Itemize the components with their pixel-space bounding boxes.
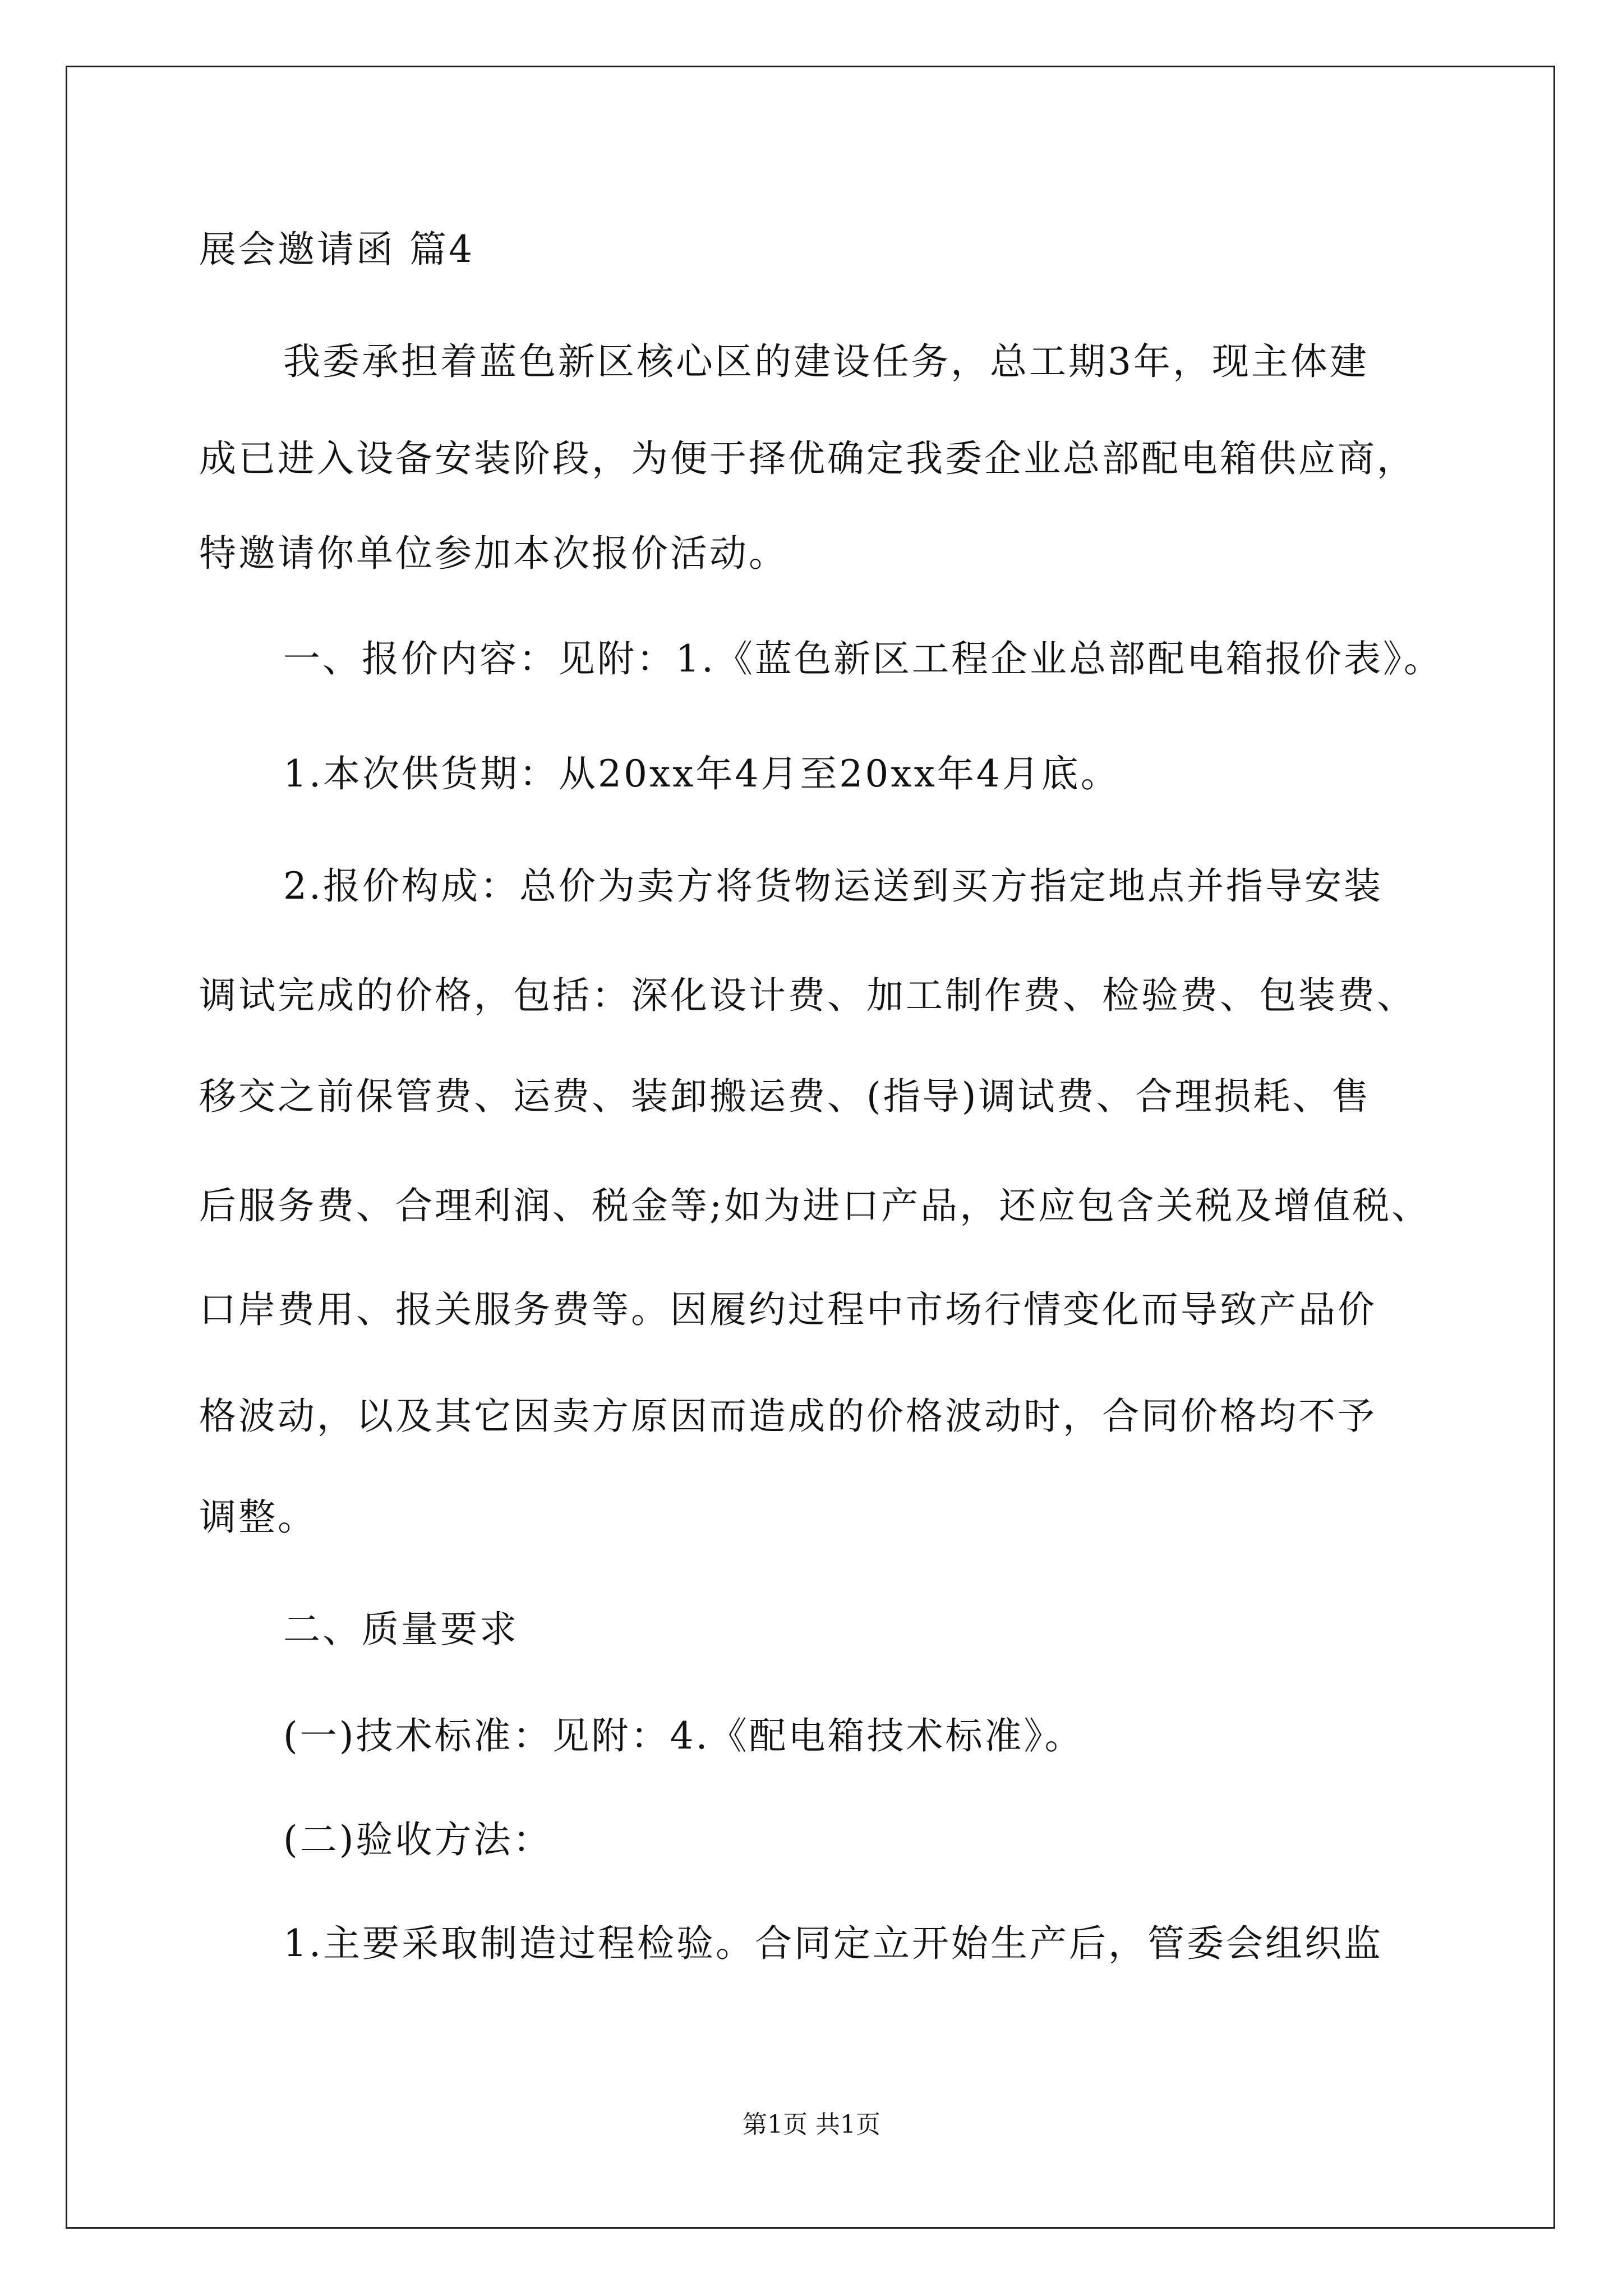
paragraph-line-4: 一、报价内容：见附：1.《蓝色新区工程企业总部配电箱报价表》。 [283,637,1443,680]
page-footer: 第1页 共1页 [743,2110,880,2139]
paragraph-line-7: 调试完成的价格，包括：深化设计费、加工制作费、检验费、包装费、 [199,974,1416,1017]
page-border [66,66,1555,2229]
paragraph-line-12: 调整。 [199,1496,317,1539]
paragraph-line-5: 1.本次供货期：从20xx年4月至20xx年4月底。 [283,752,1120,795]
paragraph-line-10: 口岸费用、报关服务费等。因履约过程中市场行情变化而导致产品价 [199,1288,1377,1331]
paragraph-line-14: (一)技术标准：见附：4.《配电箱技术标准》。 [283,1714,1084,1757]
document-title: 展会邀请函 篇4 [199,228,474,271]
paragraph-line-15: (二)验收方法： [283,1818,552,1861]
paragraph-line-2: 成已进入设备安装阶段，为便于择优确定我委企业总部配电箱供应商， [199,437,1416,480]
paragraph-line-9: 后服务费、合理利润、税金等;如为进口产品，还应包含关税及增值税、 [199,1184,1431,1227]
paragraph-line-1: 我委承担着蓝色新区核心区的建设任务，总工期3年，现主体建 [283,340,1369,383]
paragraph-line-6: 2.报价构成：总价为卖方将货物运送到买方指定地点并指导安装 [283,864,1383,908]
paragraph-line-11: 格波动，以及其它因卖方原因而造成的价格波动时，合同价格均不予 [199,1395,1377,1438]
section-heading-quality: 二、质量要求 [283,1608,519,1651]
paragraph-line-8: 移交之前保管费、运费、装卸搬运费、(指导)调试费、合理损耗、售 [199,1075,1371,1118]
paragraph-line-3: 特邀请你单位参加本次报价活动。 [199,532,788,575]
paragraph-line-16: 1.主要采取制造过程检验。合同定立开始生产后，管委会组织监 [283,1922,1383,1965]
